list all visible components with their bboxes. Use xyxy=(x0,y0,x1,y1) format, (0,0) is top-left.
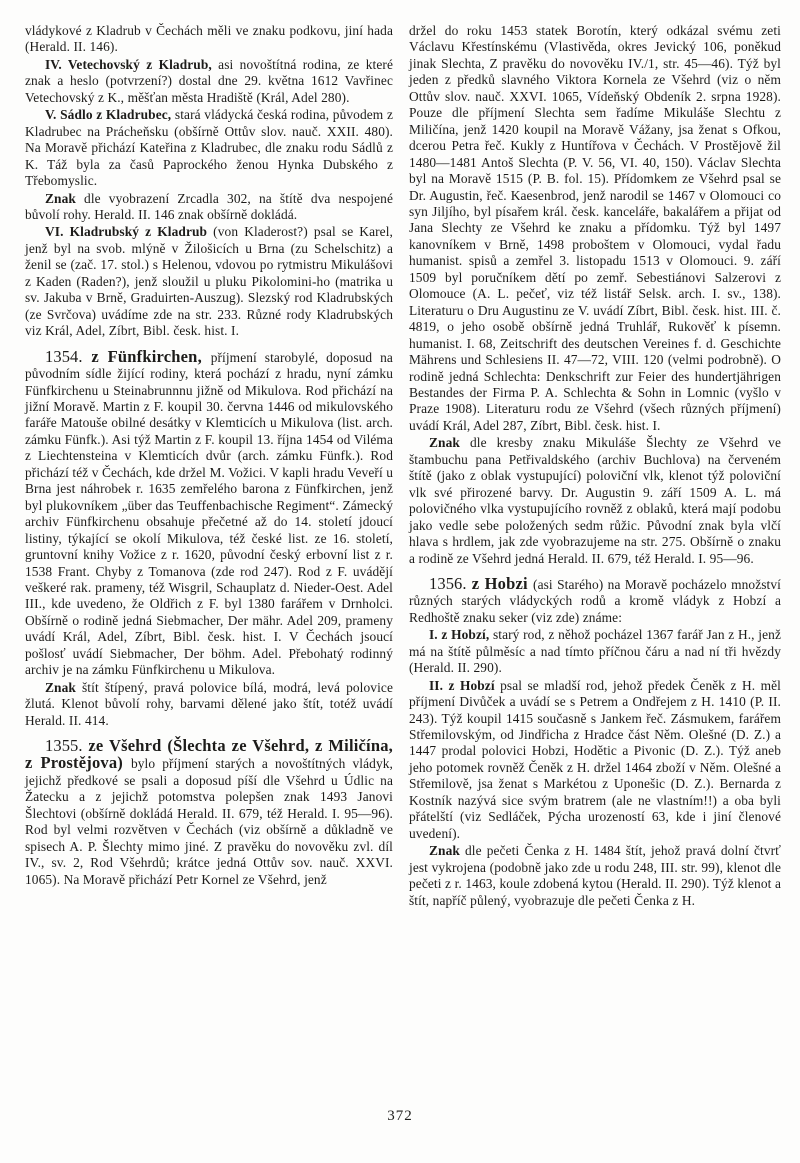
paragraph: VI. Kladrubský z Kladrub (von Kladerost?) psal se Karel, jenž byl na svob. mlýně v Žilošicích u Brna (zu Schelschitz) a ženil se (zač. 17. stol.) s Helenou, vdovou po rytmistru Mikulášovi z Kaden (Raden?), jenž sloužil u pluku Pikolomini-ho (matrika u sv. Jakuba v Brně, Graduirten-Auszug). Slezský rod Kladrubských (ze Svrčova) uvádíme zde na str. 233. Různé rody Kladrubských viz Král, Adel, Zíbrt, Bibl. česk. hist. I. xyxy=(25,224,393,339)
entry-title: V. Sádlo z Kladrubec, xyxy=(45,107,175,123)
section-number: 1355. xyxy=(45,736,89,756)
paragraph: Znak dle vyobrazení Zrcadla 302, na štítě dva nespojené bůvolí rohy. Herald. II. 146 znak obšírně dokládá. xyxy=(25,190,393,222)
section-number: 1356. xyxy=(429,573,472,593)
entry-title: Znak xyxy=(45,190,85,206)
section-paragraph: 1356. z Hobzi (asi Starého) na Moravě pocházelo množství různých starých vládyckých rodů a kromě vládyk z Hobzí a Redhoště znaku seker (viz zde) známe: xyxy=(409,573,781,625)
paragraph: IV. Vetechovský z Kladrub, asi novoštítná rodina, ze které znak a heslo (potvrzení?) dostal dne 29. května 1612 Vavřinec Vetechovský z K., měšťan města Hradiště (Král, Adel 280). xyxy=(25,56,393,105)
paragraph: II. z Hobzí psal se mladší rod, jehož předek Čeněk z H. měl příjmení Divůček a uvádí se s Petrem a Ondřejem z H. 1410 (P. II. 243). Týž koupil 1415 současně s Jankem řeč. Zásmukem, farářem Střemilovským, od Jindřicha z Hradce část Něm. Olešné (D. Z.) a 1447 prodal polovici Hobzi, Hodětic a Pivonic (D. Z.). Týž aneb jeho potomek rovněž Čeněk z H. držel 1464 zboží v Něm. Olešné a Střemilově, jsa ženat s Markétou z Uponešic (D. Z.). Bernarda z Kostník nazývá sice svým bratrem (ale ne vlastním!!) a oba byli přátelští (viz Sedláček, Pýcha urozeností 63, kde i jiní členové uvedení). xyxy=(409,677,781,841)
entry-title: Znak xyxy=(45,679,82,695)
entry-title: I. z Hobzí, xyxy=(429,627,493,643)
section-title: ze Všehrd (Šlechta ze Všehrd, z Miličína, z Prostějova) xyxy=(25,736,393,773)
entry-title: Znak xyxy=(429,435,470,451)
right-column xyxy=(409,23,781,909)
entry-title: Znak xyxy=(429,843,465,859)
left-column xyxy=(25,23,393,888)
page-number: 372 xyxy=(387,1108,413,1124)
section-title: z Fünfkirchen, xyxy=(91,346,211,366)
paragraph: Znak štít štípený, pravá polovice bílá, modrá, levá polovice žlutá. Klenot bůvolí rohy, barvami dělené jako štít, totéž uvádí Herald. II. 414. xyxy=(25,679,393,728)
paragraph: Znak dle pečeti Čenka z H. 1484 štít, jehož pravá dolní čtvrť jest vykrojena (podobně jako zde u rodu 248, III. str. 99), klenot dle pečeti z r. 1463, koule zdobená kytou (Herald. II. 290). Týž klenot a štít, napříč půlený, vyobrazuje dle pečeti Čenka z H. xyxy=(409,843,781,908)
paragraph: V. Sádlo z Kladrubec, stará vládycká česká rodina, původem z Kladrubec na Prácheňsku (obšírně Ottův slov. nauč. XXII. 480). Na Moravě přichází Kateřina z Kladrubec, dle znaku rodu Sádlů z K. Táž byla za časů Paprockého ženou Hynka Dubského z Třebomyslic. xyxy=(25,107,393,189)
section-paragraph: 1355. ze Všehrd (Šlechta ze Všehrd, z Miličína, z Prostějova) bylo příjmení starých a novoštítných vládyk, jejichž předkové se psali a doposud píší dle Všehrd u Údlic na Žatecku a z jejichž potomstva polepšen znak 1493 Janovi Šlechtovi (obšírně dokládá Herald. II. 679, též Herald. I. 95—96). Rod byl velmi rozvětven v Čechách (viz obšírně a důkladně ve spisech A. P. Šlechty mimo jiné. Z pravěku do novověku zvl. díl IV., sv. 2, Rod Všehrdů; krátce jedná Ottův sov. nauč. XXVI. 1065). Na Moravě přichází Petr Kornel ze Všehrd, jenž xyxy=(25,736,393,887)
paragraph: vládykové z Kladrub v Čechách měli ve znaku podkovu, jiní hada (Herald. II. 146). xyxy=(25,23,393,55)
section-title: z Hobzi xyxy=(471,573,534,593)
paragraph: I. z Hobzí, starý rod, z něhož pocházel 1367 farář Jan z H., jenž má na štítě půlměsíc a nad tímto příčnou čáru a nad ní tři hvězdy (Herald. II. 290). xyxy=(409,627,781,676)
section-paragraph: 1354. z Fünfkirchen, příjmení starobylé, doposud na původním sídle žijící rodiny, která pochází z hradu, nyní zámku Fünfkirchenu u Steinabrunnnu jižně od Mikulova. Rod přichází na jižní Moravě. Martin z F. koupil 30. června 1446 od mikulovského faráře Matouše obilné desátky v Klemticích u Mikulova (list. arch. zámku Fünfk.). Asi týž Martin z F. koupil 13. října 1454 od Viléma z Liechtensteina v Klemticích dvůr (arch. zámku Fünfk.). Rod přichází též v Čechách, kde držel M. Vožici. V kapli hradu Veveří u Brna jest náhrobek r. 1635 zemřelého barona z Fünfkirchen, jenž byl plukovníkem „über das Teuffenbachische Regiment“. Zámecký archiv Fünfkirchenu obsahuje přečetné až do 14. století jdoucí listiny, týkající se okolí Mikulova, též české list. ze 16. století, gruntovní knihy Vožice z r. 1620, původní český erbovní list z r. 1538 Frant. Chyby z Tomanova (zde rod 247). Rod z F. uvádějí veškeré rak. prameny, též Wisgril, Schauplatz d. Nieder-Oest. Adel III., kde uvedeno, že Oldřich z F. byl 1380 farářem v Drnholci. Obšírně o rodině jedná Siebmacher, Der mähr. Adel 209, prameny uvádí Král, Adel, Zíbrt, Bibl. česk. hist. I. V Čechách jsoucí pošlosť uvádí Siebmacher, Der böhm. Adel. Přebohatý rodinný archiv je na zámku Fünfkirchenu u Mikulova. xyxy=(25,346,394,678)
entry-title: II. z Hobzí xyxy=(429,677,501,693)
paragraph: Znak dle kresby znaku Mikuláše Šlechty ze Všehrd ve štambuchu pana Petřivaldského (archiv Buchlova) na červeném štítě (jako z oblak vystupující) poloviční vlk, klenot týž poloviční vlk své přirozené barvy. Dr. Augustin 9. září 1509 A. L. má polovičného vlka vystupujícího rovněž z oblaků, která mají podobu jako vedle sebe položených sedm růžic. Původní znak byla vlčí hlava s hrdlem, jak zde vyobrazujeme na str. 275. Obšírně o znaku a rodině ze Všehrd jedná Herald. II. 679, též Herald. I. 95—96. xyxy=(409,435,781,566)
entry-title: IV. Vetechovský z Kladrub, xyxy=(45,56,219,72)
section-number: 1354. xyxy=(45,346,92,366)
paragraph: držel do roku 1453 statek Borotín, který odkázal svému zeti Václavu Křestínskému (Vlastivěda, okres Jevický 106, poněkud jinak Slechta, Z pravěku do novověku IV./1, str. 45—46). Týž byl jeden z předků slavného Viktora Kornela ze Všehrd (viz o něm Ottův slov. nauč. XXVI. 1065, Vídeňský Obdeník 2. srpna 1928). Pouze dle příjmení Slechta sem řadíme Mikuláše Slechtu z Miličína, jenž 1420 koupil na Moravě Vážany, jsa ženat s Ofkou, dcerou Petra řeč. Kukly z Huntířova v Čechách. V Prostějově žil 1480—1481 Antoš Slechta (P. V. 56, VI. 40, 150). Václav Slechta byl na Moravě 1515 (P. B. fol. 15). Přídomkem ze Všehrd psal se Dr. Augustin, řeč. Kaesenbrod, jenž narodil se 1467 v Olomouci co syn Jiljího, byl písařem král. česk. kanceláře, bakalářem a přijat od Jana Slechty ze Všehrd ke znaku a přídomku. Týž byl 1497 kanovníkem v Brně, 1498 proboštem v Olomouci, vydal řadu humanist. spisů a zemřel 3. listopadu 1513 v Olomouci. 9. září 1509 byl poručníkem dětí po zemř. Sebestiánovi Salzerovi z Olomouce (A. L. pečeť, viz též listář Selsk. arch. I. sv., 138). Literaturu o Dru Augustinu ze V. uvádí Zíbrt, Bibl. česk. hist. III. č. 4819, o jeho osobě obšírně jedná Truhlář, Rukověť k písemn. humanist. I. 68, Zeitschrift des deutschen Vereines f. d. Geschichte Mährens und Schlesiens II. 47—72, VIII. 120 (velmi podrobně). O rodině jedná Schlechta: Denkschrift zur Feier des hundertjährigen Bestandes der Firma P. A. Schlechta & Sohn in Lomnic (vyšlo v Praze 1908). Literaturu rodu ze Všehrd (všech různých příjmení) uvádí Král, Adel 287, Zíbrt, Bibl. česk. hist. I. xyxy=(409,23,781,433)
entry-title: VI. Kladrubský z Kladrub xyxy=(45,224,214,240)
